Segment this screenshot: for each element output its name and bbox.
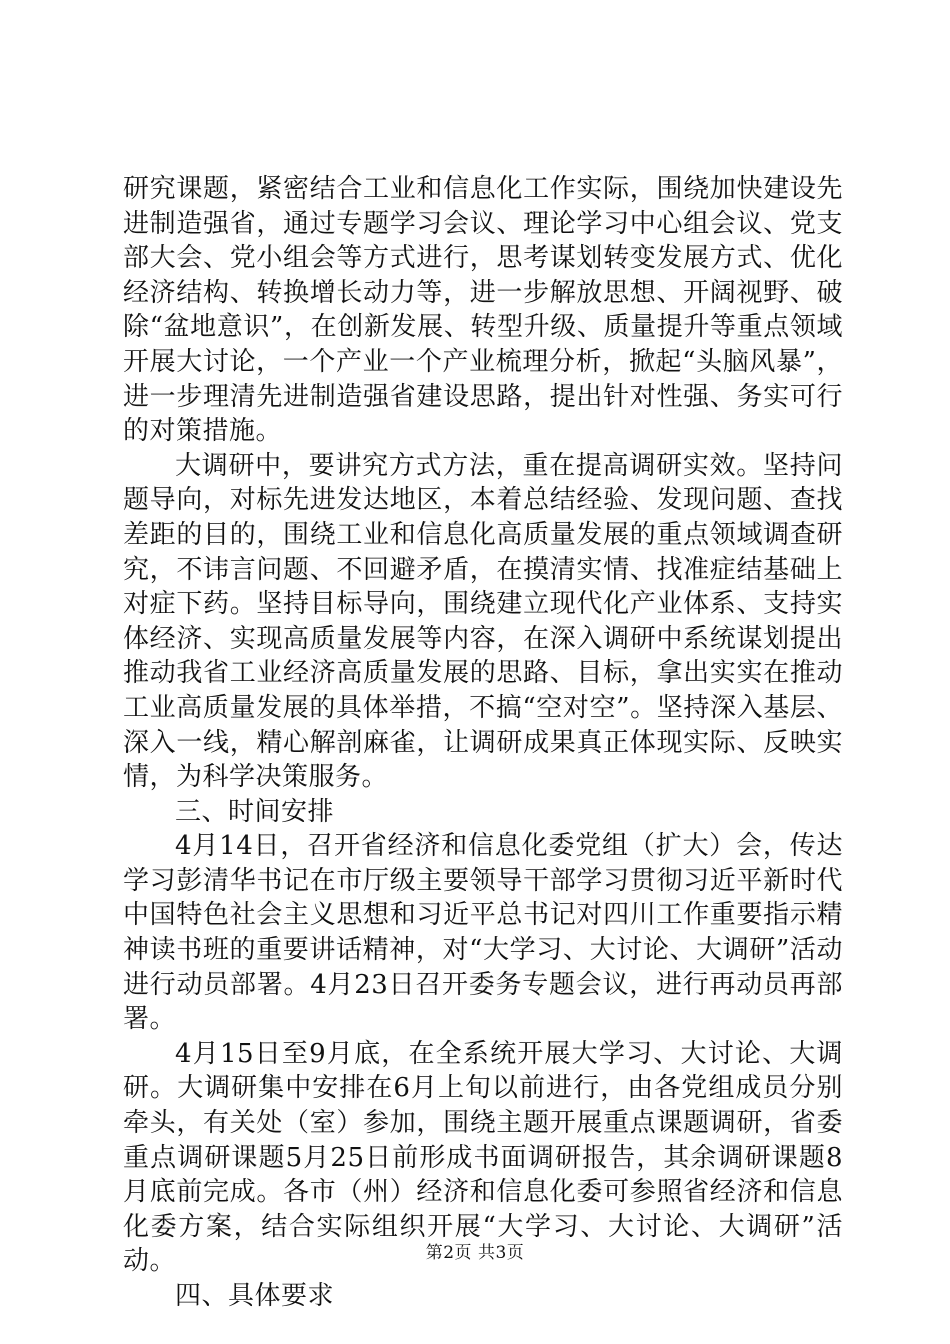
- paragraph-continuation: 研究课题，紧密结合工业和信息化工作实际，围绕加快建设先进制造强省，通过专题学习会议、理论学习中心组会议、党支部大会、党小组会等方式进行，思考谋划转变发展方式、优化经济结构、转换增长动力等，进一步解放思想、开阔视野、破除“盆地意识”，在创新发展、转型升级、质量提升等重点领域开展大讨论，一个产业一个产业梳理分析，掀起“头脑风暴”，进一步理清先进制造强省建设思路，提出针对性强、务实可行的对策措施。: [123, 174, 843, 447]
- section-heading-schedule: 三、时间安排: [175, 796, 335, 827]
- section-heading-requirements: 四、具体要求: [175, 1281, 335, 1311]
- paragraph-research-methods: 大调研中，要讲究方式方法，重在提高调研实效。坚持问题导向，对标先进发达地区，本着总结经验、发现问题、查找差距的目的，围绕工业和信息化高质量发展的重点领域调查研究，不讳言问题、不回避矛盾，在摸清实情、找准症结基础上对症下药。坚持目标导向，围绕建立现代化产业体系、支持实体经济、实现高质量发展等内容，在深入调研中系统谋划提出推动我省工业经济高质量发展的思路、目标，拿出实实在推动工业高质量发展的具体举措，不搞“空对空”。坚持深入基层、深入一线，精心解剖麻雀，让调研成果真正体现实际、反映实情，为科学决策服务。: [123, 450, 843, 793]
- paragraph-april-14: 4月14日，召开省经济和信息化委党组（扩大）会，传达学习彭清华书记在市厅级主要领导干部学习贯彻习近平新时代中国特色社会主义思想和习近平总书记对四川工作重要指示精神读书班的重要讲话精神，对“大学习、大讨论、大调研”活动进行动员部署。4月23日召开委务专题会议，进行再动员再部署。: [123, 831, 843, 1035]
- paragraph-april-15: 4月15日至9月底，在全系统开展大学习、大讨论、大调研。大调研集中安排在6月上旬以前进行，由各党组成员分别牵头，有关处（室）参加，围绕主题开展重点课题调研，省委重点调研课题5月25日前形成书面调研报告，其余调研课题8月底前完成。各市（州）经济和信息化委可参照省经济和信息化委方案，结合实际组织开展“大学习、大讨论、大调研”活动。: [123, 1038, 843, 1277]
- document-body: [123, 172, 843, 1314]
- page-number-footer: 第2页 共3页: [425, 1243, 525, 1263]
